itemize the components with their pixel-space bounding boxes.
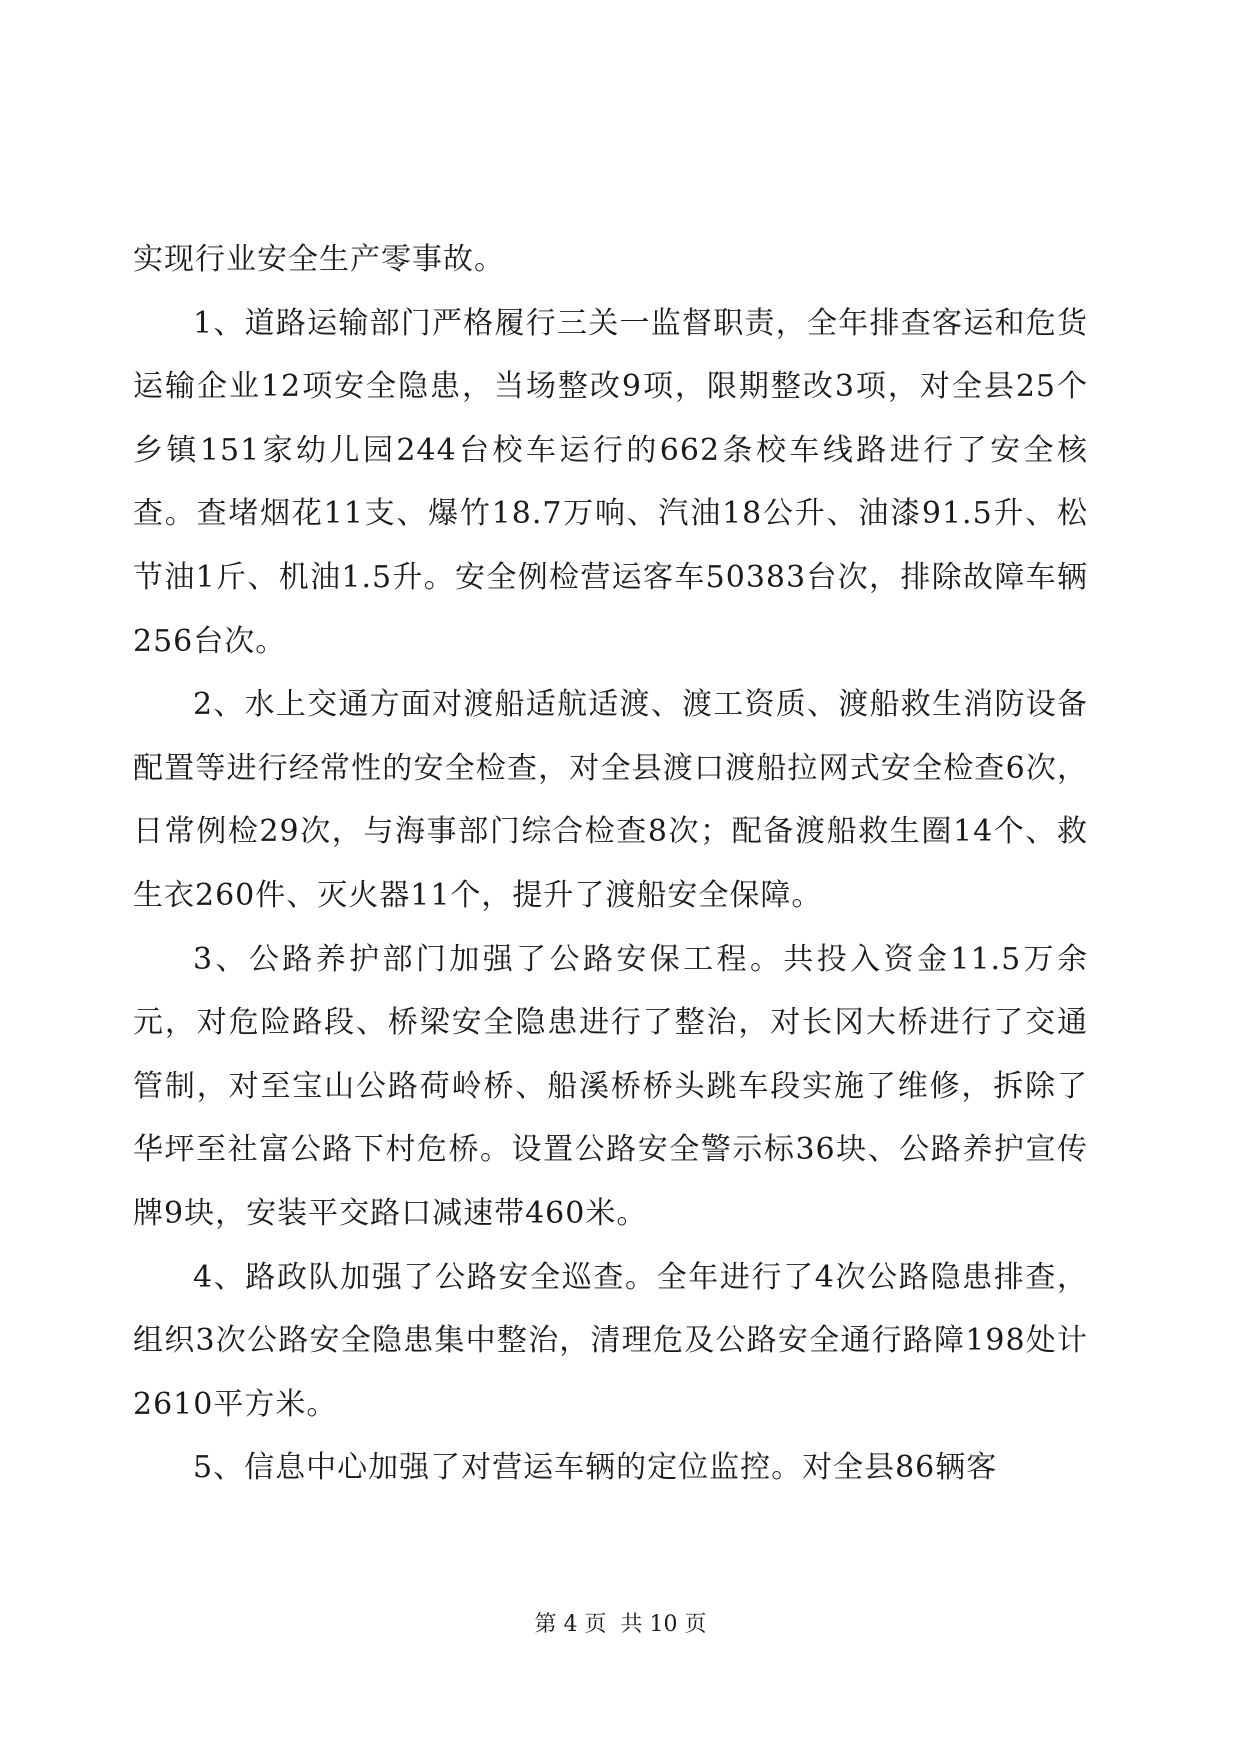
paragraph-item-2: 2、水上交通方面对渡船适航适渡、渡工资质、渡船救生消防设备配置等进行经常性的安全检查，对全县渡口渡船拉网式安全检查6次，日常例检29次，与海事部门综合检查8次；配备渡船救生圈14个、救生衣260件、灭火器11个，提升了渡船安全保障。 — [133, 687, 1088, 913]
body-text — [133, 228, 1088, 1500]
paragraph-item-3: 3、公路养护部门加强了公路安保工程。共投入资金11.5万余元，对危险路段、桥梁安全隐患进行了整治，对长冈大桥进行了交通管制，对至宝山公路荷岭桥、船溪桥桥头跳车段实施了维修，拆除了华坪至社富公路下村危桥。设置公路安全警示标36块、公路养护宣传牌9块，安装平交路口减速带460米。 — [133, 941, 1088, 1231]
paragraph-item-5: 5、信息中心加强了对营运车辆的定位监控。对全县86辆客 — [193, 1450, 998, 1486]
paragraph-item-4: 4、路政队加强了公路安全巡查。全年进行了4次公路隐患排查，组织3次公路安全隐患集中整治，清理危及公路安全通行路障198处计2610平方米。 — [133, 1259, 1088, 1422]
paragraph-continuation: 实现行业安全生产零事故。 — [133, 242, 505, 277]
paragraph-item-1: 1、道路运输部门严格履行三关一监督职责，全年排查客运和危货运输企业12项安全隐患，当场整改9项，限期整改3项，对全县25个乡镇151家幼儿园244台校车运行的662条校车线路进行了安全核查。查堵烟花11支、爆竹18.7万响、汽油18公升、油漆91.5升、松节油1斤、机油1.5升。安全例检营运客车50383台次，排除故障车辆256台次。 — [133, 305, 1088, 659]
page-number-footer: 第 4 页 共 10 页 — [534, 1612, 707, 1637]
